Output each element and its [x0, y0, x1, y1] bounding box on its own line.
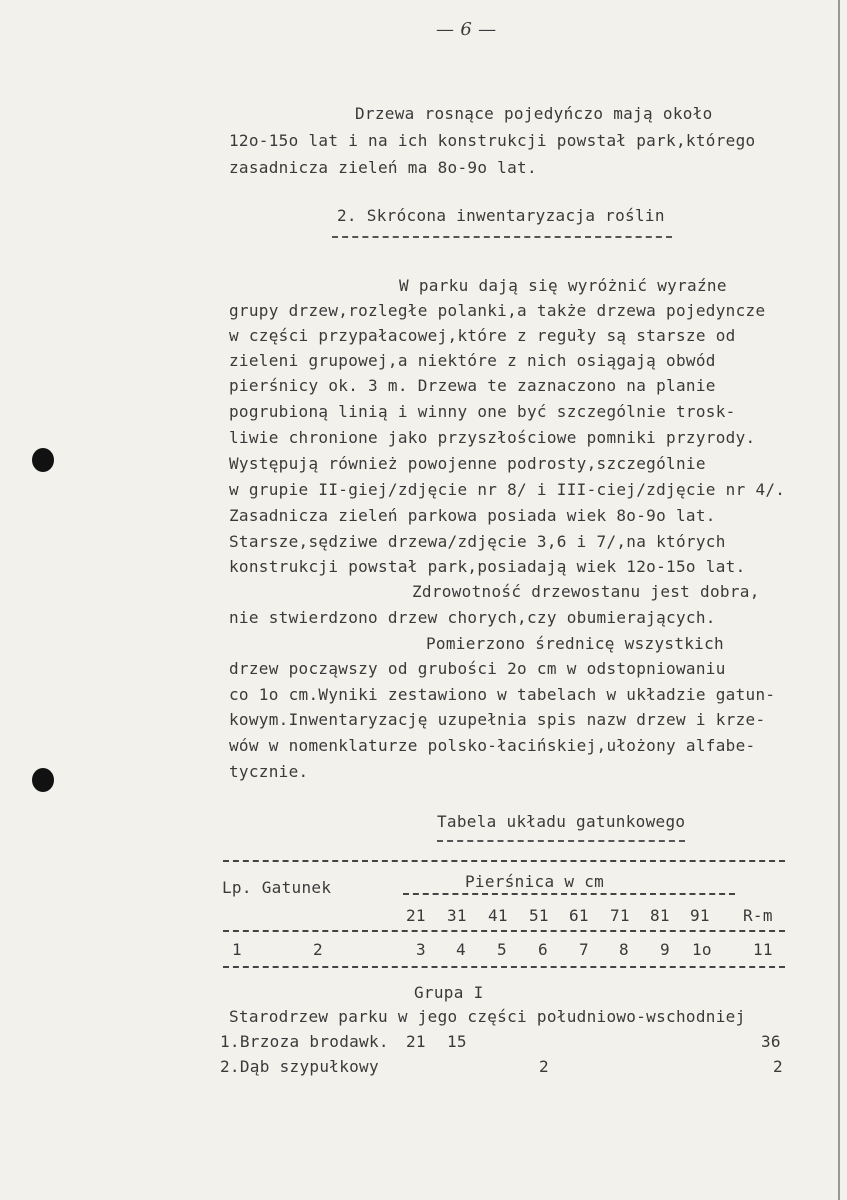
section-heading: 2. Skrócona inwentaryzacja roślin — [337, 206, 665, 225]
body-line-4: zieleni grupowej,a niektóre z nich osiągają obwód — [229, 351, 716, 370]
table-top-rule — [223, 860, 785, 862]
intro-line-3: zasadnicza zieleń ma 8o-9o lat. — [229, 158, 537, 177]
body-line-15: Pomierzono średnicę wszystkich — [426, 634, 724, 653]
table-title-underline — [437, 840, 685, 842]
column-number-11: 11 — [753, 940, 773, 959]
body-line-11: Starsze,sędziwe drzewa/zdjęcie 3,6 i 7/,na których — [229, 532, 726, 551]
diameter-header-31: 31 — [447, 906, 467, 925]
punch-hole-top — [32, 448, 54, 472]
column-number-7: 7 — [579, 940, 589, 959]
diameter-header-21: 21 — [406, 906, 426, 925]
body-line-10: Zasadnicza zieleń parkowa posiada wiek 8o-9o lat. — [229, 506, 716, 525]
body-line-2: grupy drzew,rozległe polanki,a także drzewa pojedyncze — [229, 301, 766, 320]
table-row-1-31: 15 — [447, 1032, 467, 1051]
table-row-2-name: 2.Dąb szypułkowy — [220, 1057, 379, 1076]
heading-underline — [332, 236, 672, 238]
page-number: — 6 — — [436, 19, 497, 40]
body-line-7: liwie chronione jako przyszłościowe pomniki przyrody. — [229, 428, 756, 447]
column-number-9: 9 — [660, 940, 670, 959]
column-number-2: 2 — [313, 940, 323, 959]
table-colnum-rule — [223, 966, 785, 968]
table-piersnica-rule — [403, 893, 735, 895]
diameter-header-61: 61 — [569, 906, 589, 925]
body-line-20: tycznie. — [229, 762, 309, 781]
diameter-header-51: 51 — [529, 906, 549, 925]
table-col-lp-gatunek: Lp. Gatunek — [222, 878, 332, 897]
body-line-9: w grupie II-giej/zdjęcie nr 8/ i III-ciej/zdjęcie nr 4/. — [229, 480, 786, 499]
body-line-16: drzew począwszy od grubości 2o cm w odstopniowaniu — [229, 659, 726, 678]
table-title: Tabela układu gatunkowego — [437, 812, 686, 831]
table-row-2-51: 2 — [539, 1057, 549, 1076]
body-line-13: Zdrowotność drzewostanu jest dobra, — [412, 582, 760, 601]
body-line-3: w części przypałacowej,które z reguły są starsze od — [229, 326, 736, 345]
page-edge — [838, 0, 840, 1200]
body-line-12: konstrukcji powstał park,posiadają wiek 12o-15o lat. — [229, 557, 746, 576]
body-line-17: co 1o cm.Wyniki zestawiono w tabelach w układzie gatun- — [229, 685, 776, 704]
diameter-header-41: 41 — [488, 906, 508, 925]
intro-line-2: 12o-15o lat i na ich konstrukcji powstał park,którego — [229, 131, 756, 150]
table-header-rule — [223, 930, 785, 932]
table-row-1-total: 36 — [761, 1032, 781, 1051]
body-line-1: W parku dają się wyróżnić wyraźne — [399, 276, 727, 295]
column-number-4: 4 — [456, 940, 466, 959]
table-row-2-total: 2 — [773, 1057, 783, 1076]
column-number-6: 6 — [538, 940, 548, 959]
diameter-header-91: 91 — [690, 906, 710, 925]
column-number-1: 1 — [232, 940, 242, 959]
column-number-8: 8 — [619, 940, 629, 959]
body-line-14: nie stwierdzono drzew chorych,czy obumierających. — [229, 608, 716, 627]
table-col-piersnica: Pierśnica w cm — [465, 872, 605, 891]
column-number-10: 1o — [692, 940, 712, 959]
body-line-6: pogrubioną linią i winny one być szczególnie trosk- — [229, 402, 736, 421]
group-title: Grupa I — [414, 983, 484, 1002]
diameter-header-81: 81 — [650, 906, 670, 925]
diameter-header-71: 71 — [610, 906, 630, 925]
group-subtitle: Starodrzew parku w jego części południowo-wschodniej — [229, 1007, 746, 1026]
column-number-3: 3 — [416, 940, 426, 959]
diameter-header-rm: R-m — [743, 906, 773, 925]
body-line-18: kowym.Inwentaryzację uzupełnia spis nazw drzew i krze- — [229, 710, 766, 729]
intro-line-1: Drzewa rosnące pojedyńczo mają około — [355, 104, 713, 123]
body-line-8: Występują również powojenne podrosty,szczególnie — [229, 454, 706, 473]
table-row-1-name: 1.Brzoza brodawk. — [220, 1032, 389, 1051]
punch-hole-bottom — [32, 768, 54, 792]
body-line-5: pierśnicy ok. 3 m. Drzewa te zaznaczono na planie — [229, 376, 716, 395]
column-number-5: 5 — [497, 940, 507, 959]
body-line-19: wów w nomenklaturze polsko-łacińskiej,ułożony alfabe- — [229, 736, 756, 755]
table-row-1-21: 21 — [406, 1032, 426, 1051]
